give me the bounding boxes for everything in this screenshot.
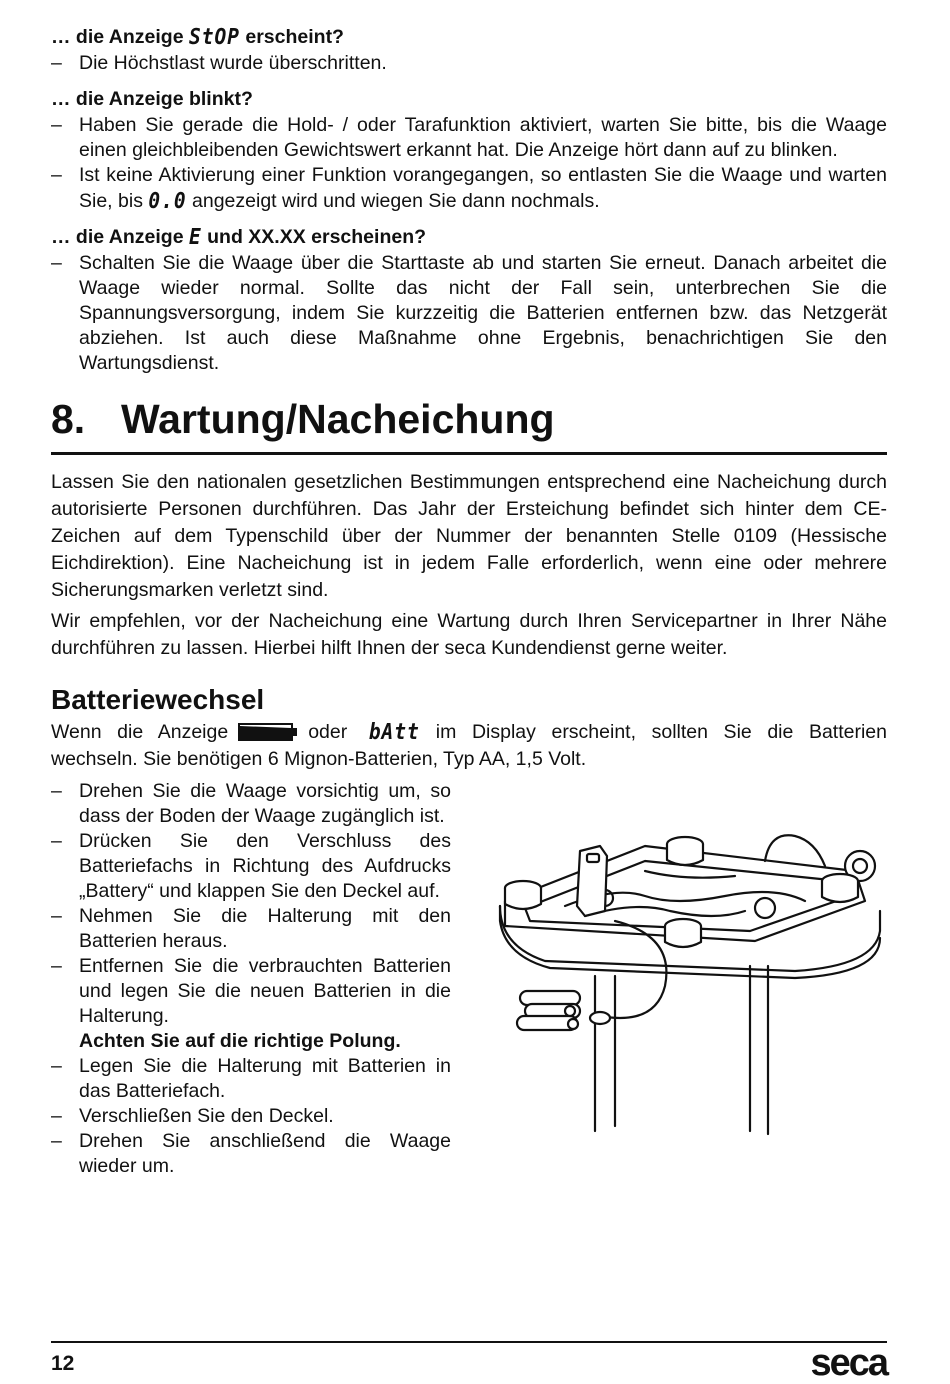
chapter-number: 8. bbox=[51, 396, 86, 442]
faq-answer-list bbox=[51, 113, 887, 214]
lcd-error-code: E bbox=[188, 223, 202, 250]
polarity-warning: Achten Sie auf die richtige Polung. bbox=[79, 1030, 401, 1052]
steps-list bbox=[51, 1054, 451, 1179]
list-item: – Verschließen Sie den Deckel. bbox=[51, 1104, 451, 1129]
battery-low-icon bbox=[238, 723, 298, 741]
list-item: – Ist keine Aktivierung einer Funktion vorangegangen, so entlasten Sie die Waage und warten Sie, bis 0.0 angezeigt wird und wiegen Sie dann nochmals. bbox=[51, 163, 887, 214]
paragraph: Lassen Sie den nationalen gesetzlichen Bestimmungen entsprechend eine Nacheichung durch autorisierte Personen durchführen. Das Jahr der Ersteichung befindet sich hinter dem CE-Zeichen auf dem Typenschild über der Nummer der benannten Stelle 0109 (Hessische Eichdirektion). Eine Nacheichung ist in jedem Falle erforderlich, wenn eine oder mehrere Sicherungsmarken verletzt sind. bbox=[51, 471, 887, 601]
scale-battery-illustration bbox=[495, 826, 885, 1136]
lcd-stop-code: StOP bbox=[188, 23, 240, 50]
list-item: – Schalten Sie die Waage über die Starttaste ab und starten Sie erneut. Danach arbeitet die Waage wieder normal. Sollte das nicht der Fall sein, unterbrechen Sie die Spannungsversorgung, indem Sie kurzzeitig die Batterien entfernen bzw. das Netzgerät abziehen. Ist auch diese Maßnahme ohne Ergebnis, benachrichtigen Sie den Wartungsdienst. bbox=[51, 251, 887, 376]
faq-question-stop: … die Anzeige StOP erscheint? bbox=[51, 24, 887, 50]
faq-question-blink: … die Anzeige blinkt? bbox=[51, 88, 253, 110]
lcd-batt-code: bAtt bbox=[368, 718, 420, 745]
section-heading-battery: Batteriewechsel bbox=[51, 684, 265, 715]
list-item: – Drehen Sie anschließend die Waage wieder um. bbox=[51, 1129, 451, 1179]
steps-list bbox=[51, 779, 451, 1029]
battery-steps bbox=[51, 779, 451, 1189]
page-number: 12 bbox=[51, 1352, 75, 1375]
paragraph: Wir empfehlen, vor der Nacheichung eine Wartung durch Ihren Servicepartner in Ihrer Nähe durchführen zu lassen. Hierbei hilft Ihnen der seca Kundendienst gerne weiter. bbox=[51, 610, 887, 659]
battery-intro: Wenn die Anzeige oder bAtt im Display erscheint, sollten Sie die Batterien wechseln. Sie benötigen 6 Mignon-Batterien, Typ AA, 1,5 Volt. bbox=[51, 718, 887, 773]
chapter-rule bbox=[51, 452, 887, 455]
faq-answer-list bbox=[51, 51, 887, 76]
list-item: – Legen Sie die Halterung mit Batterien in das Batteriefach. bbox=[51, 1054, 451, 1104]
list-item: – Entfernen Sie die verbrauchten Batterien und legen Sie die neuen Batterien in die Halterung. bbox=[51, 954, 451, 1029]
footer-rule bbox=[51, 1341, 887, 1343]
list-item: – Haben Sie gerade die Hold- / oder Tarafunktion aktiviert, warten Sie bitte, bis die Waage einen gleichbleibenden Gewichtswert erkannt hat. Die Anzeige hört dann auf zu blinken. bbox=[51, 113, 887, 163]
lcd-zero-code: 0.0 bbox=[148, 187, 187, 214]
faq-answer-list bbox=[51, 251, 887, 376]
list-item: – Drehen Sie die Waage vorsichtig um, so dass der Boden der Waage zugänglich ist. bbox=[51, 779, 451, 829]
seca-logo: seca bbox=[810, 1342, 887, 1384]
list-item: – Nehmen Sie die Halterung mit den Batterien heraus. bbox=[51, 904, 451, 954]
chapter-heading bbox=[51, 394, 887, 444]
list-item: – Drücken Sie den Verschluss des Batteriefachs in Richtung des Aufdrucks „Battery“ und klappen Sie den Deckel auf. bbox=[51, 829, 451, 904]
chapter-title: Wartung/Nacheichung bbox=[121, 396, 555, 442]
list-item: – Die Höchstlast wurde überschritten. bbox=[51, 51, 887, 76]
faq-question-error: … die Anzeige E und XX.XX erscheinen? bbox=[51, 224, 887, 250]
